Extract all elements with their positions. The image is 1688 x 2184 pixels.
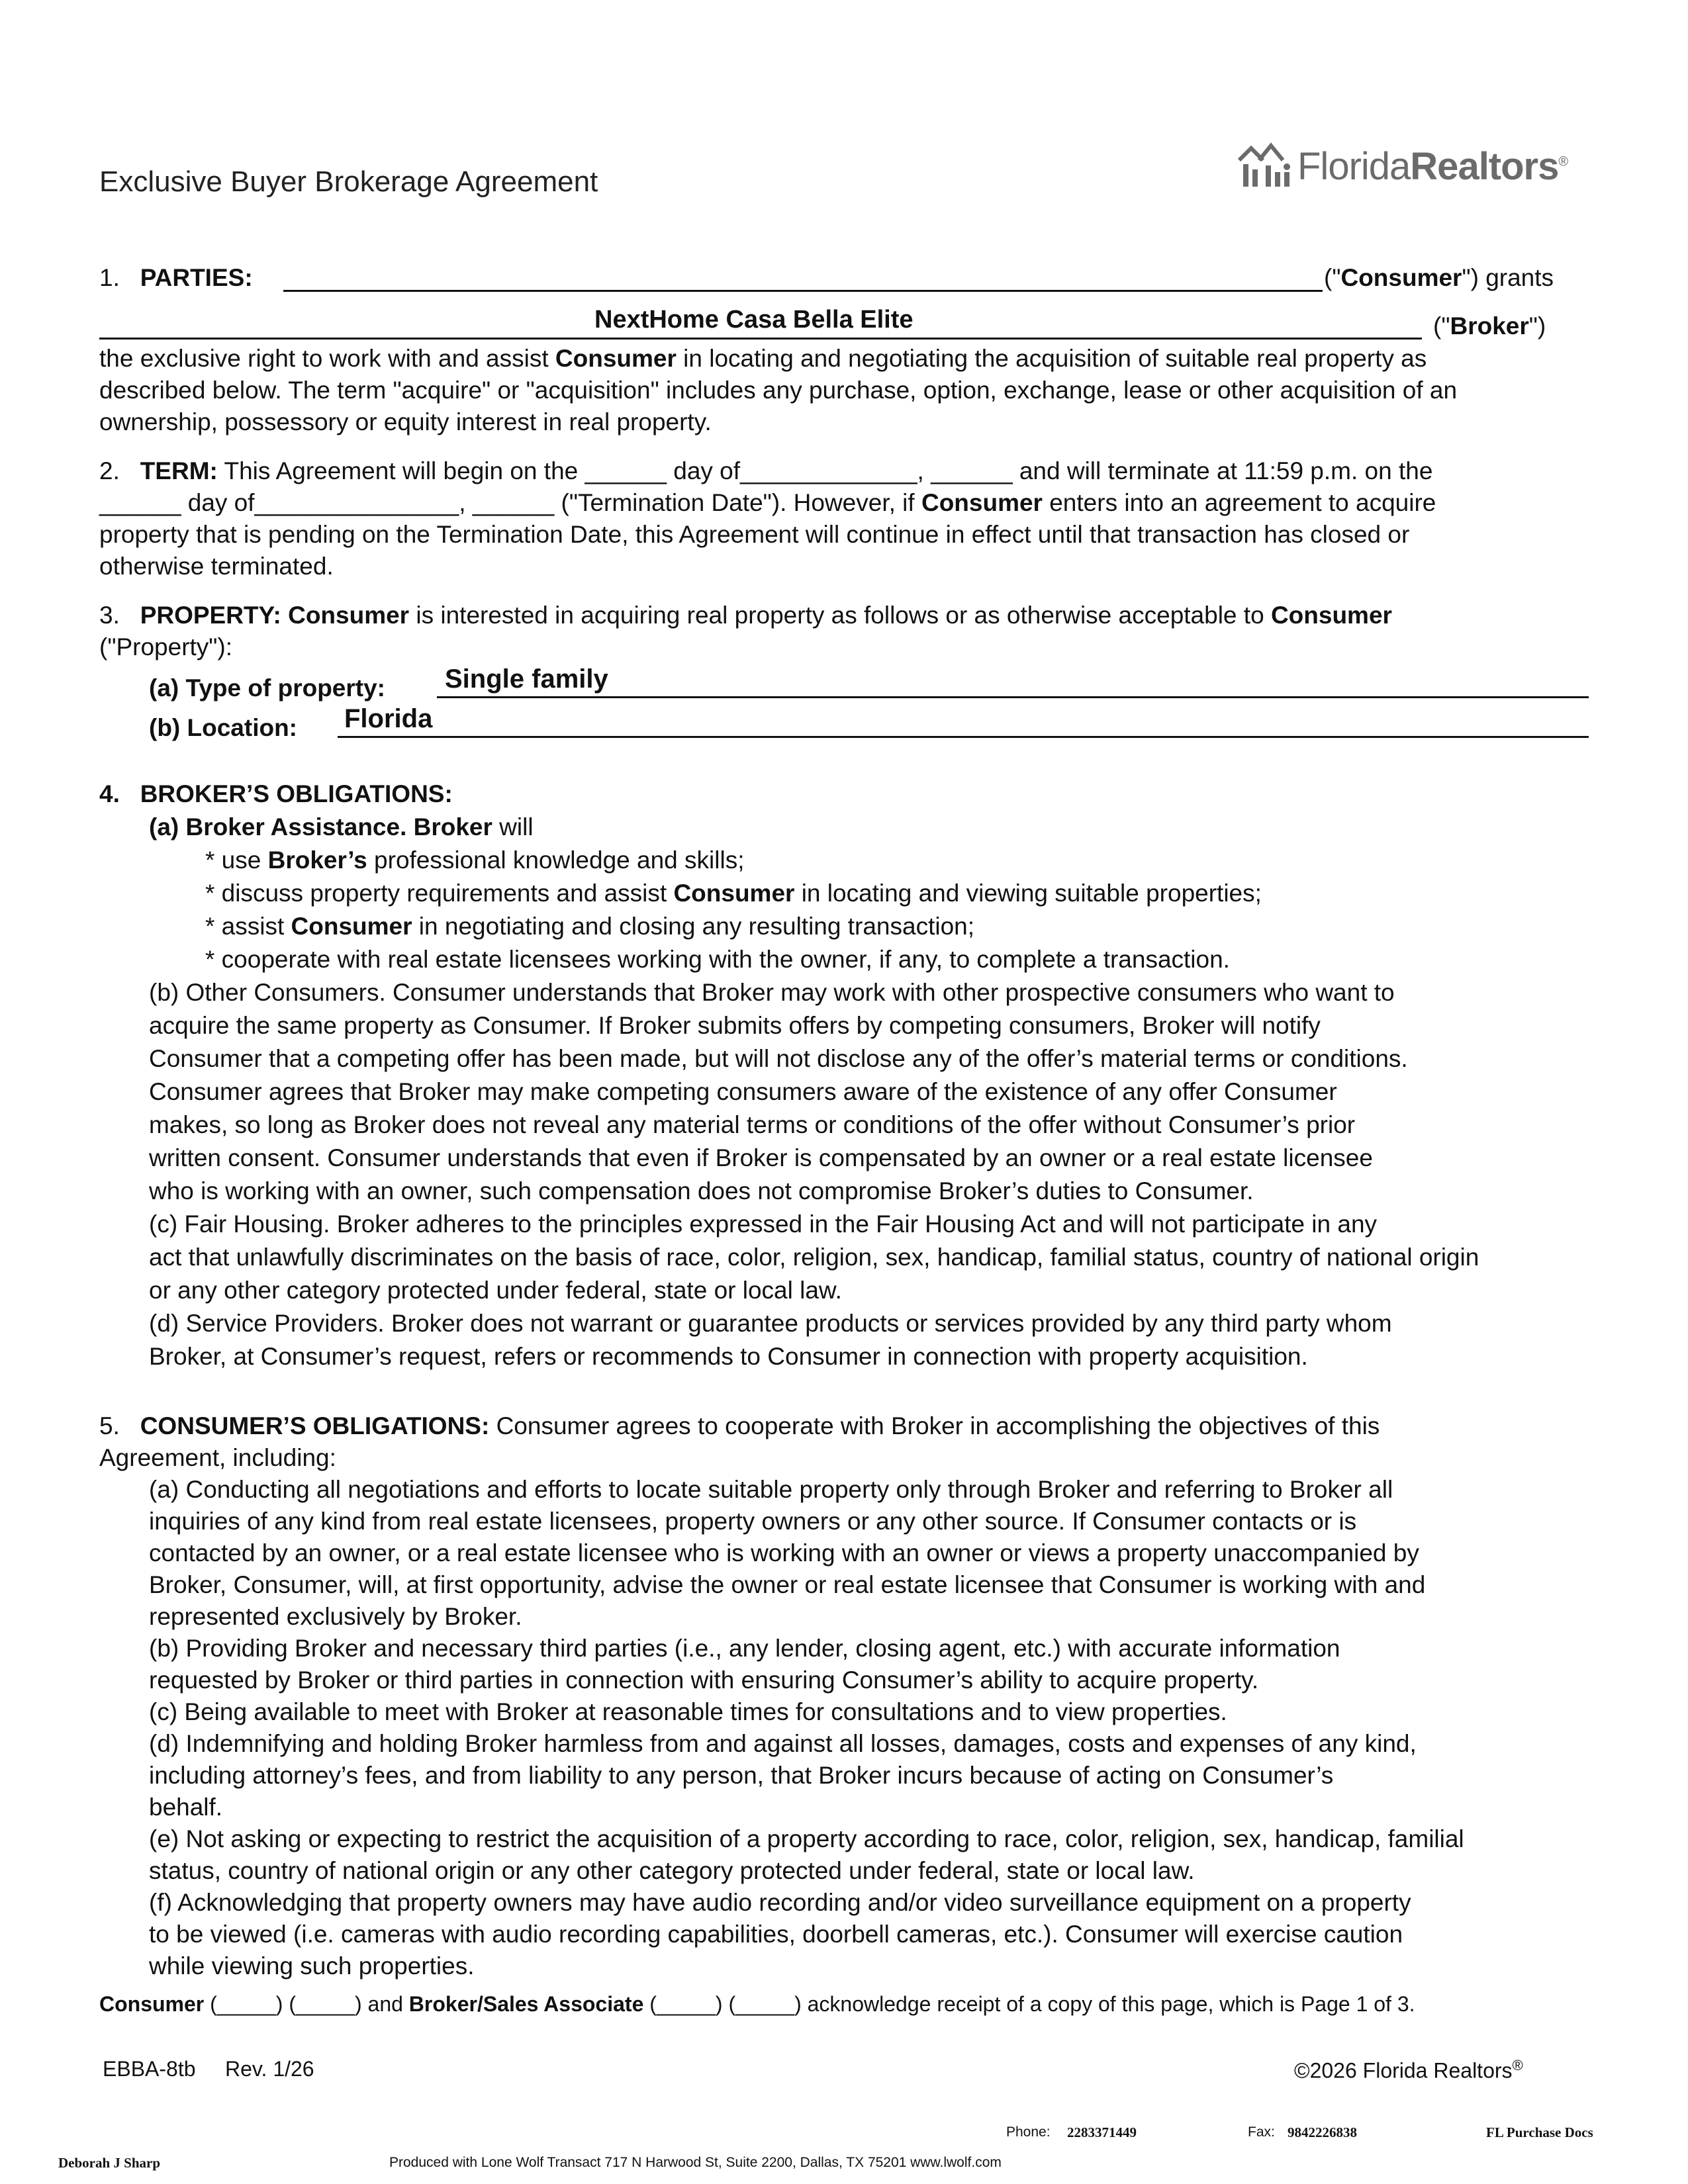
location-field[interactable] <box>338 736 1589 738</box>
property-type-label: (a) Type of property: <box>149 674 385 702</box>
phone-label: Phone: <box>1006 2124 1051 2140</box>
section-4b-line: acquire the same property as Consumer. If Broker submits offers by competing consumers, Broker will notify <box>149 1012 1321 1039</box>
florida-realtors-logo <box>1237 140 1594 193</box>
section-3-line-1: 3. PROPERTY: Consumer is interested in acquiring real property as follows or as otherwise acceptable to Consumer <box>99 602 1392 629</box>
section-5-item-line: (d) Indemnifying and holding Broker harmless from and against all losses, damages, costs and expenses of any kind, <box>149 1730 1417 1757</box>
section-5-item-line: Broker, Consumer, will, at first opportunity, advise the owner or real estate licensee that Consumer is working with and <box>149 1571 1426 1598</box>
section-1-label: 1. PARTIES: <box>99 264 253 291</box>
section-3-line-2: ("Property"): <box>99 633 233 660</box>
form-id: EBBA-8tb <box>103 2057 196 2081</box>
location-value: Florida <box>344 704 433 733</box>
section-2-line-3: property that is pending on the Termination Date, this Agreement will continue in effect until that transaction has closed or <box>99 521 1410 548</box>
bullet-item: * assist Consumer in negotiating and closing any resulting transaction; <box>205 913 975 940</box>
section-5-item-line: inquiries of any kind from real estate licensees, property owners or any other source. If Consumer contacts or is <box>149 1508 1357 1535</box>
fax-number: 9842226838 <box>1288 2124 1357 2140</box>
section-5-item-line: status, country of national origin or any other category protected under federal, state or local law. <box>149 1857 1195 1884</box>
section-4d-line: Broker, at Consumer’s request, refers or recommends to Consumer in connection with property acquisition. <box>149 1343 1308 1370</box>
consumer-grants-text: ("Consumer") grants <box>1324 264 1554 291</box>
broker-name-field[interactable] <box>99 338 1422 340</box>
section-5-item-line: requested by Broker or third parties in connection with ensuring Consumer’s ability to acquire property. <box>149 1666 1259 1694</box>
section-5-item-line: (e) Not asking or expecting to restrict the acquisition of a property according to race, color, religion, sex, handicap, familial <box>149 1825 1464 1852</box>
section-5-item-line: (b) Providing Broker and necessary third parties (i.e., any lender, closing agent, etc.) with accurate information <box>149 1635 1340 1662</box>
bullet-item: * discuss property requirements and assist Consumer in locating and viewing suitable properties; <box>205 880 1262 907</box>
section-4b-line: Consumer agrees that Broker may make competing consumers aware of the existence of any offer Consumer <box>149 1078 1337 1105</box>
section-4-heading: 4. BROKER’S OBLIGATIONS: <box>99 780 453 807</box>
acknowledgement-line[interactable]: Consumer (_____) (_____) and Broker/Sales Associate (_____) (_____) acknowledge receipt of a copy of this page, which is Page 1 of 3. <box>99 1992 1415 2016</box>
section-1-line-3: the exclusive right to work with and assist Consumer in locating and negotiating the acquisition of suitable real property as <box>99 345 1427 372</box>
phone-number: 2283371449 <box>1067 2124 1137 2140</box>
section-5-item-line: to be viewed (i.e. cameras with audio recording capabilities, doorbell cameras, etc.). Consumer will exercise caution <box>149 1921 1403 1948</box>
copyright: ©2026 Florida Realtors® <box>1294 2057 1523 2083</box>
section-2-line-1: 2. TERM: This Agreement will begin on the ______ day of_____________, ______ and will terminate at 11:59 p.m. on the <box>99 457 1433 484</box>
broker-label-text: ("Broker") <box>1433 312 1546 340</box>
section-5-item-line: represented exclusively by Broker. <box>149 1603 522 1630</box>
section-5-item-line: behalf. <box>149 1794 223 1821</box>
section-2-line-4: otherwise terminated. <box>99 553 334 580</box>
logo-text: FloridaRealtors® <box>1297 145 1568 188</box>
section-4b-line: Consumer that a competing offer has been made, but will not disclose any of the offer’s material terms or conditions. <box>149 1045 1408 1072</box>
section-4d-line: (d) Service Providers. Broker does not warrant or guarantee products or services provided by any third party whom <box>149 1310 1392 1337</box>
section-5-item-line: including attorney’s fees, and from liability to any person, that Broker incurs because of acting on Consumer’s <box>149 1762 1334 1789</box>
section-5-item-line: while viewing such properties. <box>149 1952 475 1979</box>
section-4b-line: written consent. Consumer understands that even if Broker is compensated by an owner or a real estate licensee <box>149 1144 1373 1171</box>
section-4a-heading: (a) Broker Assistance. Broker will <box>149 813 534 841</box>
section-5-item-line: contacted by an owner, or a real estate licensee who is working with an owner or views a property unaccompanied by <box>149 1539 1419 1567</box>
property-type-value: Single family <box>445 664 608 694</box>
form-revision: Rev. 1/26 <box>225 2057 314 2081</box>
section-4b-line: (b) Other Consumers. Consumer understands that Broker may work with other prospective consumers who want to <box>149 979 1395 1006</box>
section-5-item-line: (c) Being available to meet with Broker at reasonable times for consultations and to view properties. <box>149 1698 1227 1725</box>
section-1-line-4: described below. The term "acquire" or "acquisition" includes any purchase, option, exchange, lease or other acquisition of an <box>99 377 1458 404</box>
broker-name-value: NextHome Casa Bella Elite <box>594 306 914 334</box>
houses-people-icon <box>1237 140 1296 193</box>
section-4c-line: (c) Fair Housing. Broker adheres to the principles expressed in the Fair Housing Act and will not participate in any <box>149 1210 1378 1238</box>
section-5-line-2: Agreement, including: <box>99 1444 336 1471</box>
section-5-item-line: (a) Conducting all negotiations and efforts to locate suitable property only through Broker and referring to Broker all <box>149 1476 1393 1503</box>
section-5-line-1: 5. CONSUMER’S OBLIGATIONS: Consumer agrees to cooperate with Broker in accomplishing the objectives of this <box>99 1412 1380 1439</box>
section-4c-line: or any other category protected under federal, state or local law. <box>149 1277 842 1304</box>
section-1-line-5: ownership, possessory or equity interest in real property. <box>99 408 712 435</box>
section-4b-line: makes, so long as Broker does not reveal any material terms or conditions of the offer without Consumer’s prior <box>149 1111 1356 1138</box>
property-type-field[interactable] <box>437 696 1589 698</box>
agent-name: Deborah J Sharp <box>58 2155 161 2171</box>
section-2-line-2: ______ day of_______________, ______ ("Termination Date"). However, if Consumer enters into an agreement to acquire <box>99 489 1436 516</box>
consumer-name-field[interactable] <box>283 290 1323 292</box>
location-label: (b) Location: <box>149 714 298 741</box>
produced-with-text: Produced with Lone Wolf Transact 717 N Harwood St, Suite 2200, Dallas, TX 75201 www.lwolf.com <box>389 2155 1002 2170</box>
section-4c-line: act that unlawfully discriminates on the basis of race, color, religion, sex, handicap, familial status, country of national origin <box>149 1244 1479 1271</box>
bullet-item: * cooperate with real estate licensees working with the owner, if any, to complete a transaction. <box>205 946 1230 973</box>
bullet-item: * use Broker’s professional knowledge and skills; <box>205 846 745 874</box>
section-5-item-line: (f) Acknowledging that property owners may have audio recording and/or video surveillance equipment on a property <box>149 1889 1411 1916</box>
fax-label: Fax: <box>1248 2124 1275 2140</box>
section-4b-line: who is working with an owner, such compensation does not compromise Broker’s duties to Consumer. <box>149 1177 1254 1205</box>
document-name: FL Purchase Docs <box>1486 2124 1593 2140</box>
page-title: Exclusive Buyer Brokerage Agreement <box>99 165 598 198</box>
